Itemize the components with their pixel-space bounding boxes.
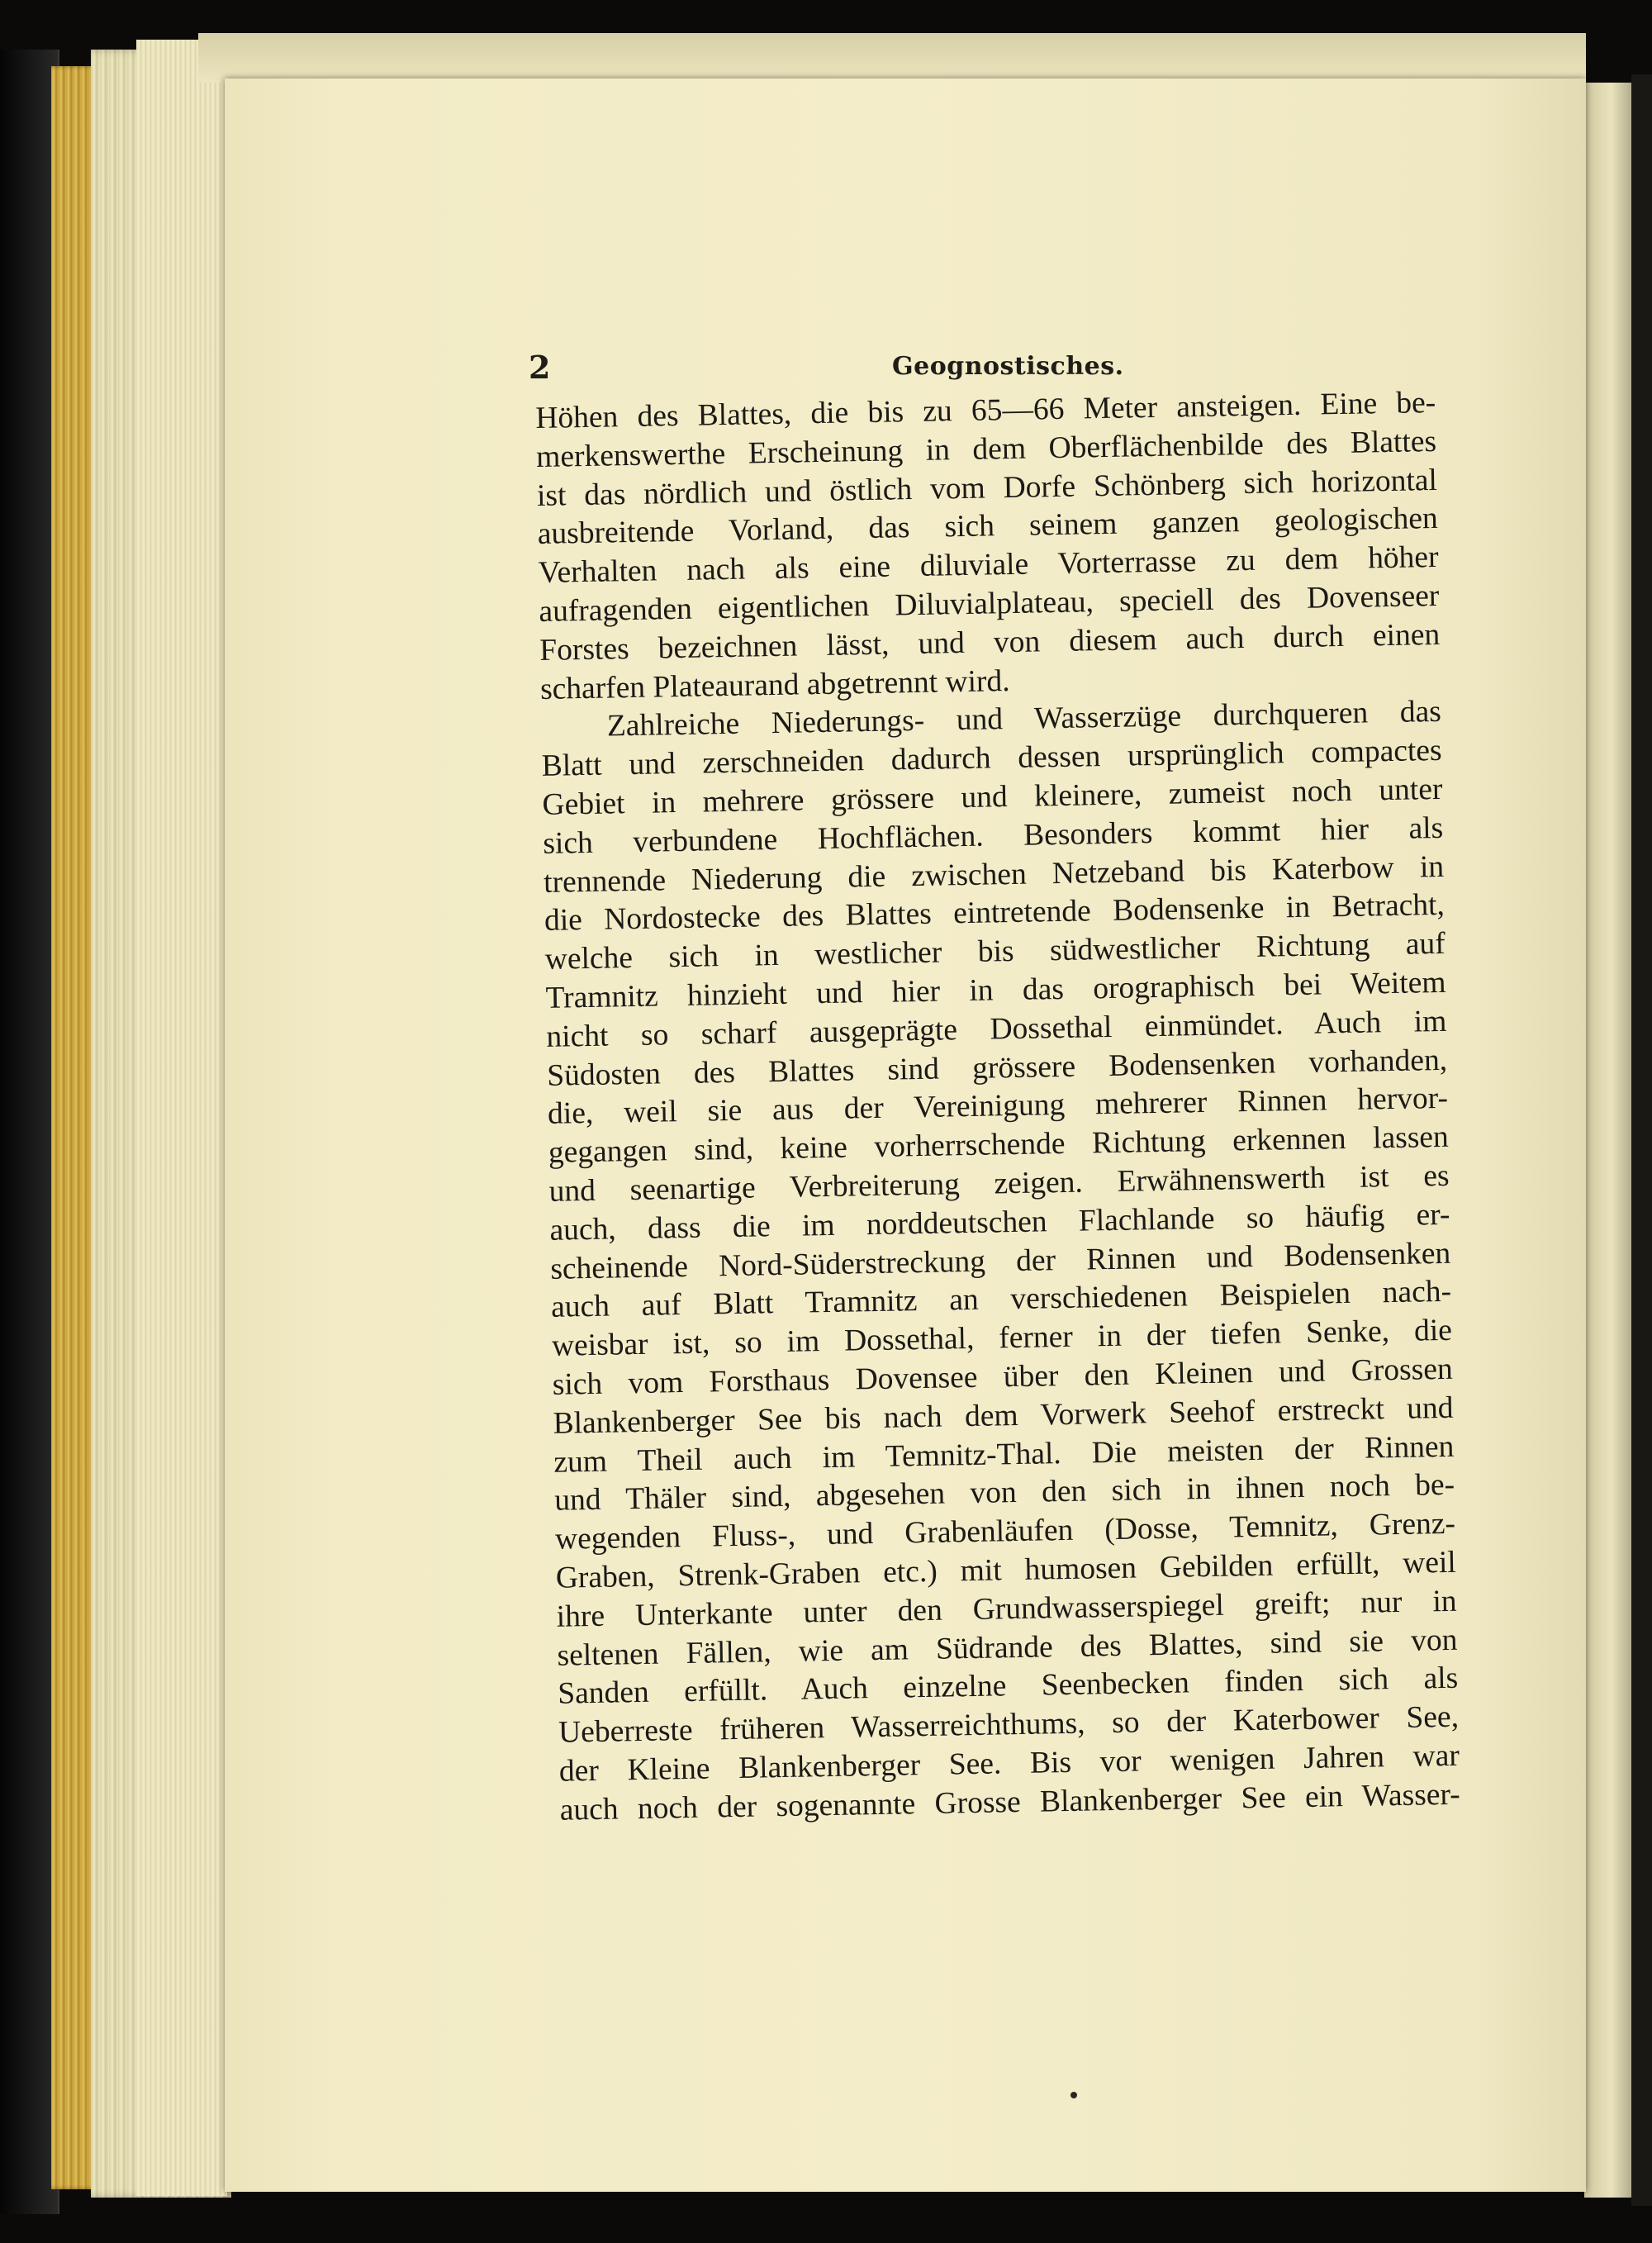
text-line: Verhalten nach als eine diluviale Vorterrasse zu dem höher xyxy=(538,540,1439,591)
text-line: Ueberreste früheren Wasserreichthums, so der Katerbower See, xyxy=(558,1699,1460,1750)
text-line: Blatt und zerschneiden dadurch dessen ursprünglich compactes xyxy=(541,734,1442,784)
text-line: weisbar ist, so im Dossethal, ferner in der tiefen Senke, die xyxy=(551,1313,1453,1363)
text-line: Südosten des Blattes sind grössere Bodensenken vorhanden, xyxy=(546,1043,1448,1093)
running-head: Geognostisches. xyxy=(892,352,1124,381)
text-line: auch, dass die im norddeutschen Flachlande so häufig er- xyxy=(549,1197,1450,1247)
text-line: merkenswerthe Erscheinung in dem Oberflächenbilde des Blattes xyxy=(535,424,1437,474)
text-line: welche sich in westlicher bis südwestlicher Richtung auf xyxy=(544,927,1446,977)
text-line: die, weil sie aus der Vereinigung mehrerer Rinnen hervor- xyxy=(547,1081,1449,1132)
text-line: nicht so scharf ausgeprägte Dossethal einmündet. Auch im xyxy=(546,1004,1447,1054)
page-top-edge xyxy=(198,33,1586,83)
text-line: Zahlreiche Niederungs- und Wasserzüge durchqueren das xyxy=(606,695,1442,744)
text-line: scheinende Nord-Süderstreckung der Rinnen und Bodensenken xyxy=(550,1236,1451,1286)
text-line: der Kleine Blankenberger See. Bis vor wenigen Jahren war xyxy=(558,1738,1460,1789)
background-right xyxy=(1631,74,1652,2206)
text-line: Tramnitz hinzieht und hier in das orographisch bei Weitem xyxy=(545,965,1446,1015)
page-header xyxy=(529,349,1429,390)
text-line: ausbreitende Vorland, das sich seinem ganzen geologischen xyxy=(537,501,1439,552)
page-stack-inner xyxy=(136,40,227,2196)
text-line: sich vom Forsthaus Dovensee über den Kleinen und Grossen xyxy=(552,1352,1454,1402)
page-number: 2 xyxy=(529,349,551,386)
text-line: Sanden erfüllt. Auch einzelne Seenbecken finden sich als xyxy=(557,1661,1459,1712)
text-line: scharfen Plateaurand abgetrennt wird. xyxy=(539,663,1010,706)
body-text xyxy=(535,384,1460,1830)
ink-speck xyxy=(1070,2092,1077,2098)
text-line: auch noch der sogenannte Grosse Blankenberger See ein Wasser- xyxy=(559,1777,1460,1827)
paragraph-1 xyxy=(535,384,1441,709)
text-line: die Nordostecke des Blattes eintretende Bodensenke in Betracht, xyxy=(544,888,1446,939)
text-line: und seenartige Verbreiterung zeigen. Erwähnenswerth ist es xyxy=(548,1158,1450,1209)
text-line: trennende Niederung die zwischen Netzeband bis Katerbow in xyxy=(543,849,1445,900)
text-line: gegangen sind, keine vorherrschende Richtung erkennen lassen xyxy=(548,1119,1450,1170)
text-line: Graben, Strenk-Graben etc.) mit humosen Gebilden erfüllt, weil xyxy=(555,1545,1457,1595)
text-line: seltenen Fällen, wie am Südrande des Blattes, sind sie von xyxy=(557,1623,1458,1673)
text-line: Gebiet in mehrere grössere und kleinere, zumeist noch unter xyxy=(542,772,1443,822)
gilt-page-edges xyxy=(51,66,97,2189)
text-line: Höhen des Blattes, die bis zu 65—66 Meter ansteigen. Eine be- xyxy=(535,385,1436,435)
text-line: Forstes bezeichnen lässt, und von diesem auch durch einen xyxy=(539,617,1441,668)
text-line: aufragenden eigentlichen Diluvialplateau, speciell des Dovenseer xyxy=(539,578,1440,629)
text-line: sich verbundene Hochflächen. Besonders kommt hier als xyxy=(543,810,1444,861)
text-line: ihre Unterkante unter den Grundwasserspiegel greift; nur in xyxy=(556,1584,1457,1634)
text-line: zum Theil auch im Temnitz-Thal. Die meisten der Rinnen xyxy=(553,1429,1455,1480)
text-line: wegenden Fluss-, und Grabenläufen (Dosse, Temnitz, Grenz- xyxy=(554,1506,1456,1556)
text-line: Blankenberger See bis nach dem Vorwerk Seehof erstreckt und xyxy=(553,1390,1454,1441)
text-line: und Thäler sind, abgesehen von den sich in ihnen noch be- xyxy=(553,1468,1455,1518)
text-line: auch auf Blatt Tramnitz an verschiedenen Beispielen nach- xyxy=(550,1275,1452,1325)
paragraph-2 xyxy=(541,693,1461,1830)
text-line: ist das nördlich und östlich vom Dorfe Schönberg sich horizontal xyxy=(536,463,1438,513)
